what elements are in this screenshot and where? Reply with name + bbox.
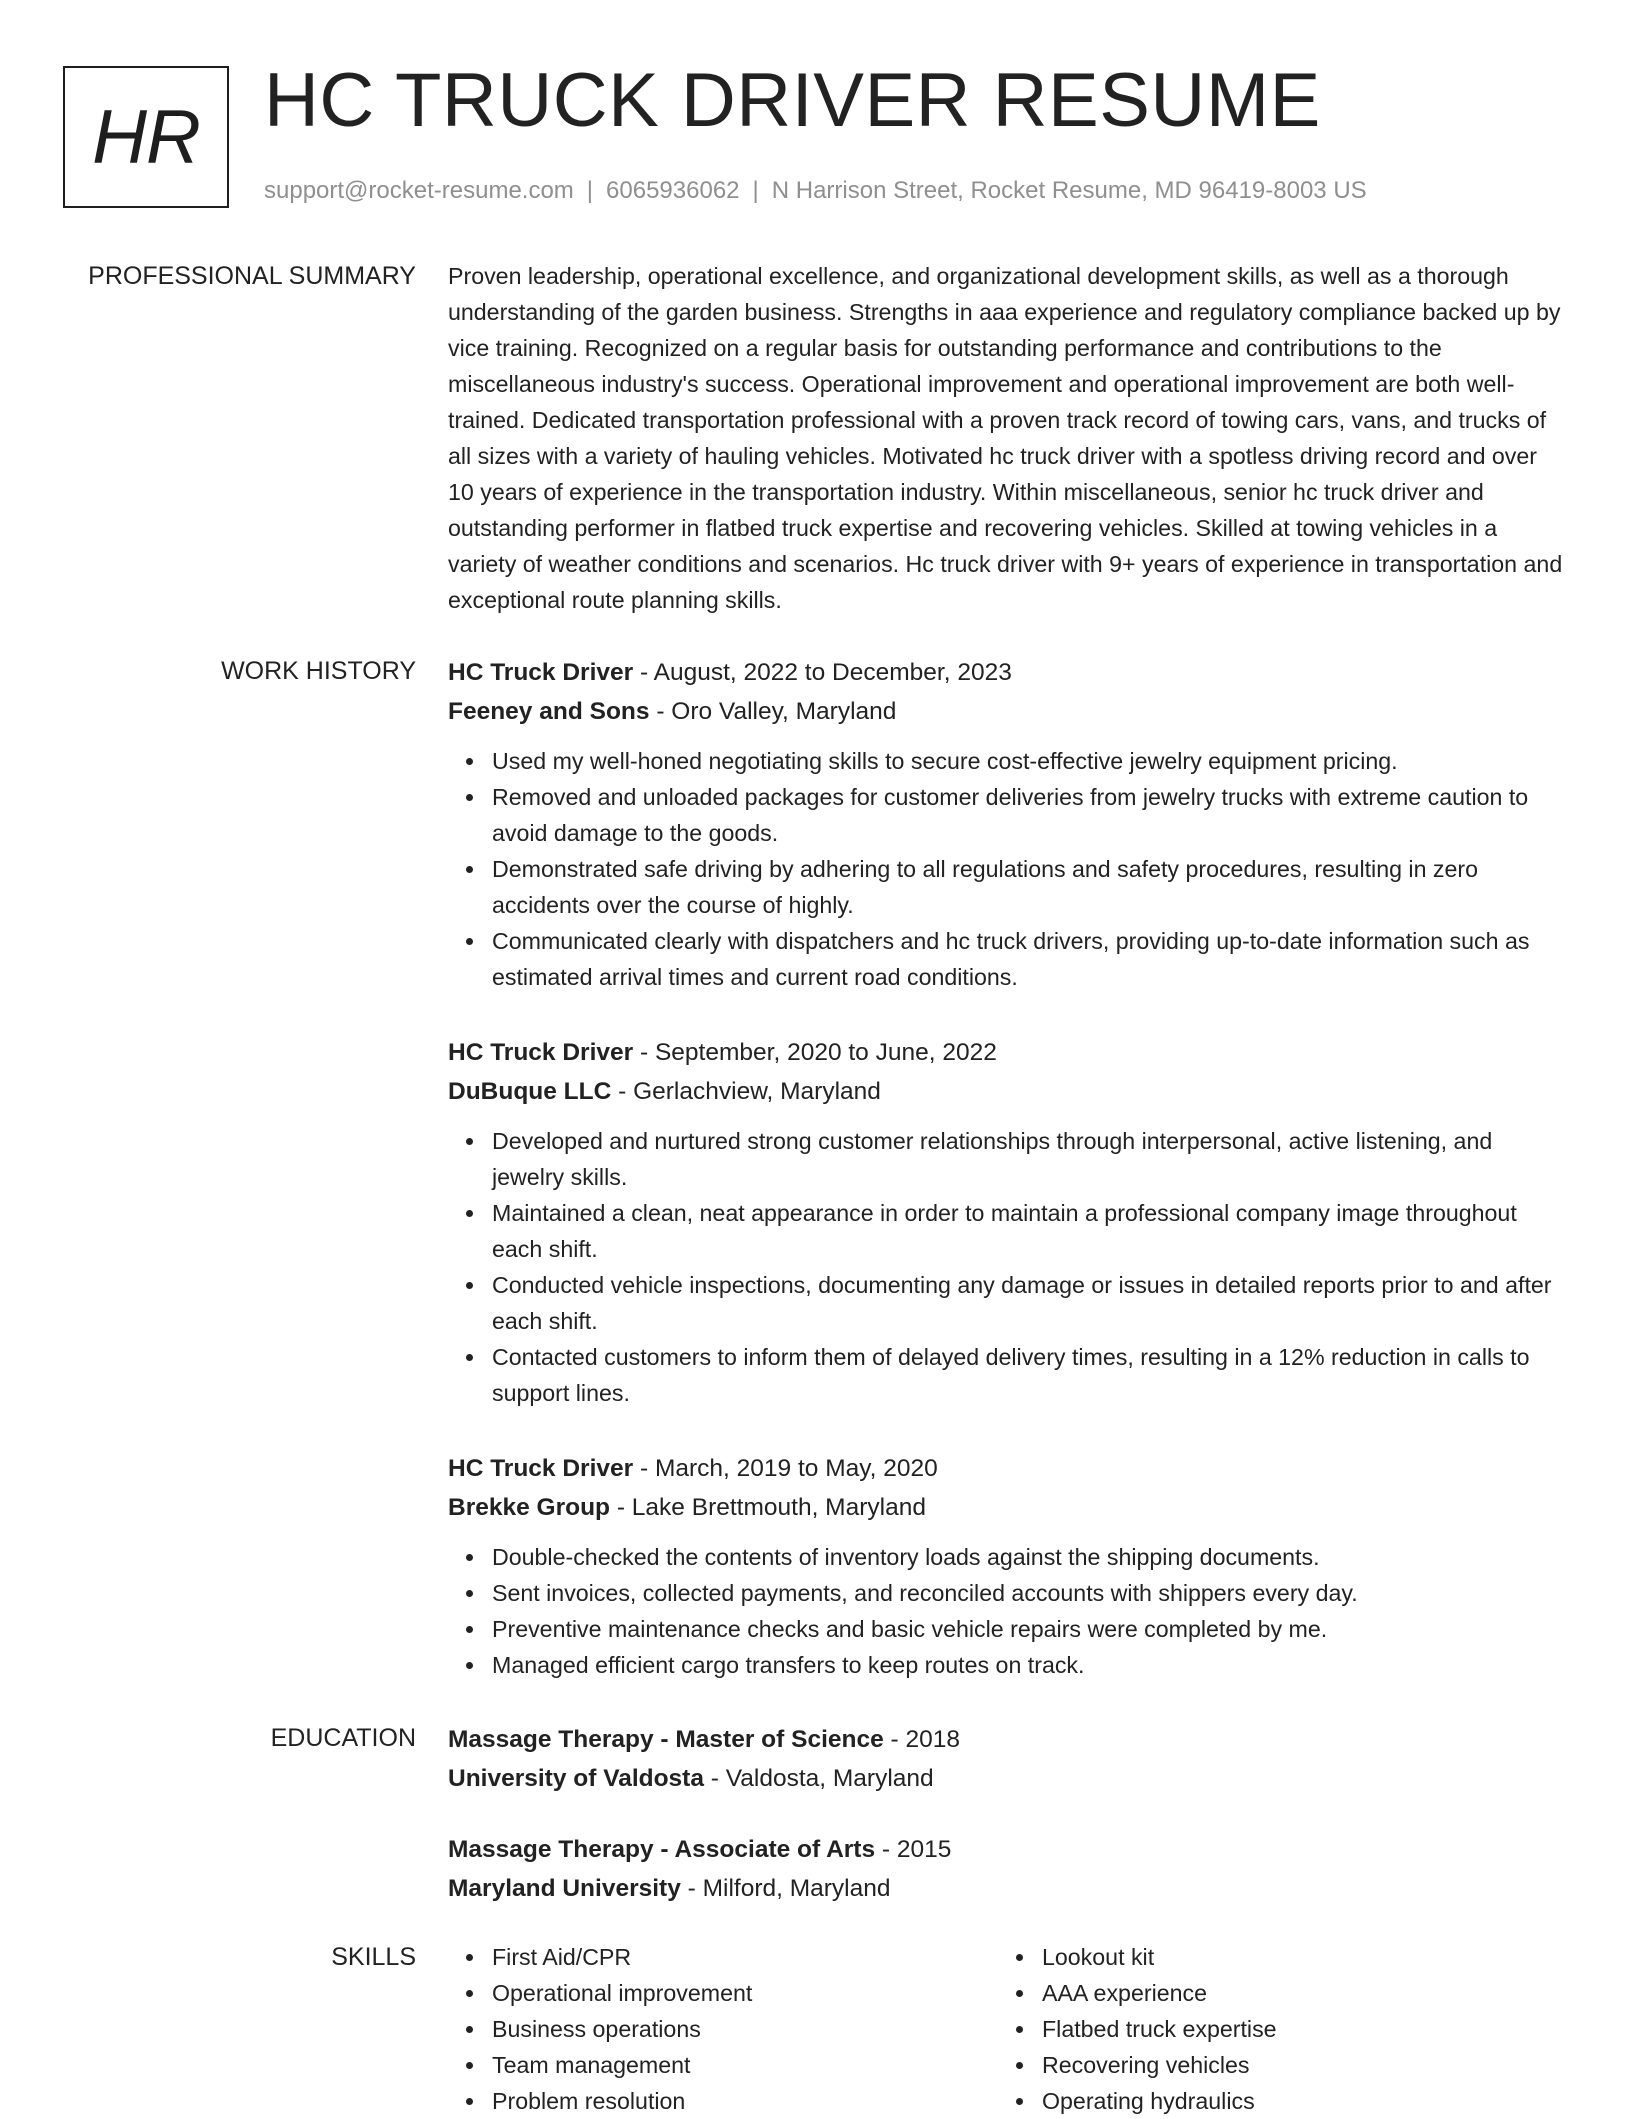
job-bullet-item: Developed and nurtured strong customer relationships through interpersonal, active listening, and jewelry skills. <box>492 1123 1568 1195</box>
contact-address: N Harrison Street, Rocket Resume, MD 96419-8003 US <box>771 177 1367 204</box>
education-degree: Massage Therapy - Associate of Arts <box>448 1836 876 1863</box>
skill-item: Team management <box>492 2047 998 2083</box>
job-bullet-item: Used my well-honed negotiating skills to secure cost-effective jewelry equipment pricing. <box>492 743 1568 779</box>
job-bullet-item: Demonstrated safe driving by adhering to all regulations and safety procedures, resulting in zero accidents over the course of highly. <box>492 851 1568 923</box>
company-location: - Oro Valley, Maryland <box>649 698 897 725</box>
job-bullet-item: Maintained a clean, neat appearance in order to maintain a professional company image throughout each shift. <box>492 1195 1568 1267</box>
company-name: DuBuque LLC <box>448 1078 612 1105</box>
job-dates: - August, 2022 to December, 2023 <box>633 659 1012 686</box>
job-bullet-item: Sent invoices, collected payments, and reconciled accounts with shippers every day. <box>492 1575 1568 1611</box>
education-entry <box>448 1720 1568 1798</box>
skills-list-right <box>998 1939 1548 2119</box>
contact-separator: | <box>586 177 594 204</box>
job-heading <box>448 653 1568 692</box>
education-school-line <box>448 1759 1568 1798</box>
job-entry <box>448 1449 1568 1683</box>
education-year: - 2015 <box>875 1836 952 1863</box>
skill-item: Lookout kit <box>1042 1939 1548 1975</box>
education-degree-line <box>448 1830 1568 1869</box>
contact-phone[interactable]: 6065936062 <box>606 177 740 204</box>
education-school: Maryland University <box>448 1875 681 1902</box>
section-label-work-history: WORK HISTORY <box>221 657 416 685</box>
summary-text: Proven leadership, operational excellence, and organizational development skills, as well as a thorough understanding of the garden business. Strengths in aaa experience and regulatory compliance backed up by vice training. Recognized on a regular basis for outstanding performance and contributions to the miscellaneous industry's success. Operational improvement and operational improvement are both well-trained. Dedicated transportation professional with a proven track record of towing cars, vans, and trucks of all sizes with a variety of hauling vehicles. Motivated hc truck driver with a spotless driving record and over 10 years of experience in the transportation industry. Within miscellaneous, senior hc truck driver and outstanding performer in flatbed truck expertise and recovering vehicles. Skilled at towing vehicles in a variety of weather conditions and scenarios. Hc truck driver with 9+ years of experience in transportation and exceptional route planning skills. <box>448 263 1563 613</box>
skill-item: Recovering vehicles <box>1042 2047 1548 2083</box>
skill-item: Flatbed truck expertise <box>1042 2011 1548 2047</box>
skills-column-left <box>448 1939 998 2119</box>
job-bullet-item: Contacted customers to inform them of delayed delivery times, resulting in a 12% reduction in calls to support lines. <box>492 1339 1568 1411</box>
company-location: - Gerlachview, Maryland <box>611 1078 881 1105</box>
education-school-line <box>448 1869 1568 1908</box>
skills-list-left <box>448 1939 998 2119</box>
contact-separator: | <box>752 177 759 204</box>
company-name: Feeney and Sons <box>448 698 650 725</box>
job-employer <box>448 692 1568 731</box>
company-location: - Lake Brettmouth, Maryland <box>610 1494 926 1521</box>
contact-line <box>264 176 1367 206</box>
job-bullet-item: Managed efficient cargo transfers to keep routes on track. <box>492 1647 1568 1683</box>
section-label-skills: SKILLS <box>331 1943 416 1971</box>
education-entry <box>448 1830 1568 1908</box>
job-heading <box>448 1449 1568 1488</box>
education-year: - 2018 <box>883 1726 961 1753</box>
job-bullets <box>448 1539 1568 1683</box>
skill-item: Operating hydraulics <box>1042 2083 1548 2119</box>
job-title: HC Truck Driver <box>448 1455 634 1482</box>
section-label-education: EDUCATION <box>270 1724 416 1752</box>
skill-item: Business operations <box>492 2011 998 2047</box>
job-bullet-item: Conducted vehicle inspections, documenting any damage or issues in detailed reports prior to and after each shift. <box>492 1267 1568 1339</box>
job-dates: - March, 2019 to May, 2020 <box>633 1455 938 1482</box>
job-entry <box>448 653 1568 995</box>
job-title: HC Truck Driver <box>448 659 634 686</box>
skill-item: Problem resolution <box>492 2083 998 2119</box>
education-location: - Milford, Maryland <box>680 1875 891 1902</box>
skills-columns <box>448 1939 1568 2119</box>
job-bullet-item: Preventive maintenance checks and basic vehicle repairs were completed by me. <box>492 1611 1568 1647</box>
job-heading <box>448 1033 1568 1072</box>
job-bullets <box>448 1123 1568 1411</box>
contact-email[interactable]: support@rocket-resume.com <box>264 177 574 204</box>
company-name: Brekke Group <box>448 1494 611 1521</box>
skill-item: Operational improvement <box>492 1975 998 2011</box>
resume-title: HC TRUCK DRIVER RESUME <box>264 58 1321 143</box>
job-employer <box>448 1488 1568 1527</box>
job-title: HC Truck Driver <box>448 1039 634 1066</box>
education-degree: Massage Therapy - Master of Science <box>448 1726 884 1753</box>
job-dates: - September, 2020 to June, 2022 <box>633 1039 997 1066</box>
job-bullet-item: Communicated clearly with dispatchers and hc truck drivers, providing up-to-date information such as estimated arrival times and current road conditions. <box>492 923 1568 995</box>
job-bullet-item: Removed and unloaded packages for customer deliveries from jewelry trucks with extreme caution to avoid damage to the goods. <box>492 779 1568 851</box>
job-employer <box>448 1072 1568 1111</box>
job-bullet-item: Double-checked the contents of inventory loads against the shipping documents. <box>492 1539 1568 1575</box>
skill-item: First Aid/CPR <box>492 1939 998 1975</box>
job-entry <box>448 1033 1568 1411</box>
skill-item: AAA experience <box>1042 1975 1548 2011</box>
job-bullets <box>448 743 1568 995</box>
skills-column-right <box>998 1939 1548 2119</box>
monogram-logo: HR <box>63 66 229 208</box>
section-label-summary: PROFESSIONAL SUMMARY <box>88 262 416 290</box>
education-location: - Valdosta, Maryland <box>703 1765 934 1792</box>
education-degree-line <box>448 1720 1568 1759</box>
education-school: University of Valdosta <box>448 1765 704 1792</box>
